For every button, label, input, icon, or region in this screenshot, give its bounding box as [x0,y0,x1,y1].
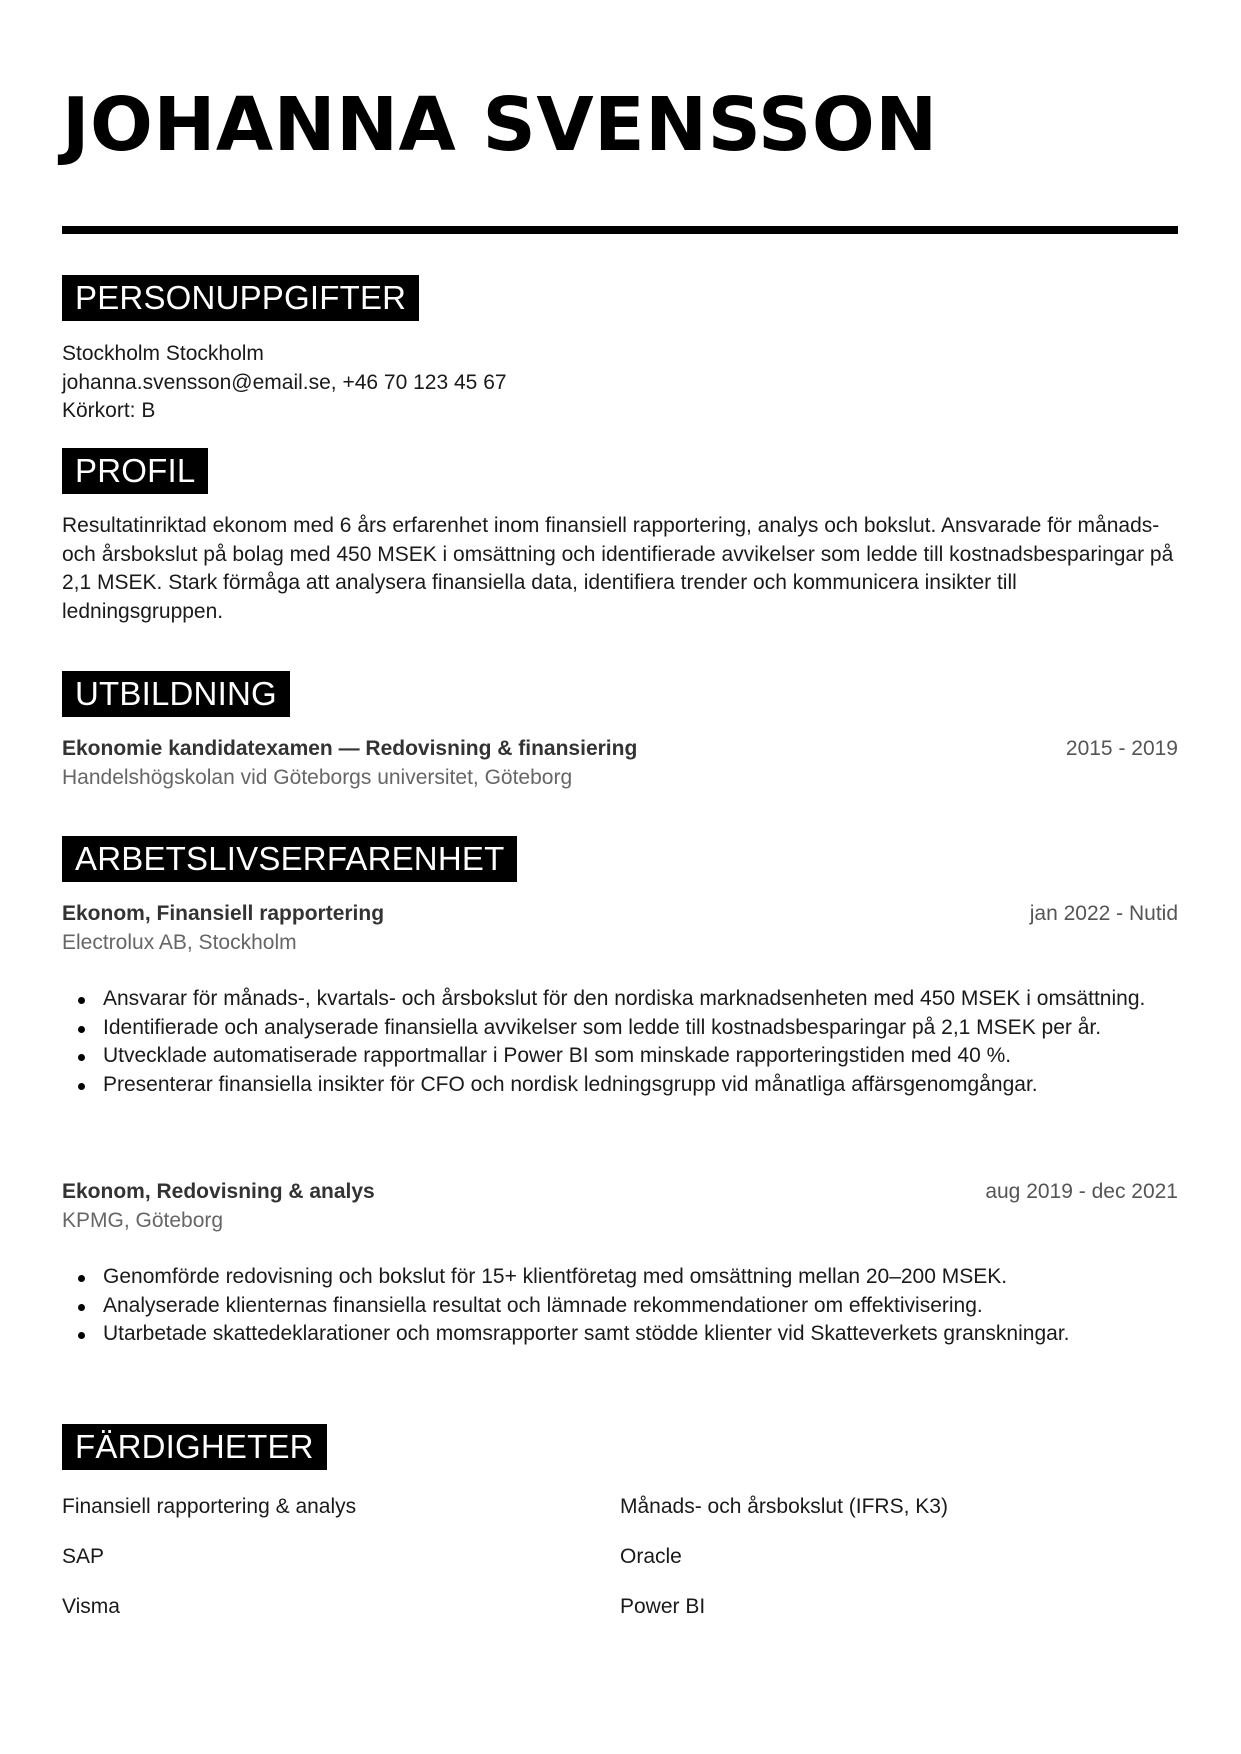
section-heading-education: UTBILDNING [62,671,290,717]
location-text: Stockholm Stockholm [62,342,264,365]
job-entry [62,900,1178,1099]
section-heading-personal: PERSONUPPGIFTER [62,275,419,321]
bullet-item: Utarbetade skattedeklarationer och momsrapporter samt stödde klienter vid Skatteverkets granskningar. [103,1320,1178,1349]
bullet-item: Ansvarar för månads-, kvartals- och årsbokslut för den nordiska marknadsenheten med 450 MSEK i omsättning. [103,985,1178,1014]
education-entry [62,735,1178,792]
school-name: Handelshögskolan vid Göteborgs universitet, Göteborg [62,765,573,789]
skill-item: Power BI [620,1595,706,1618]
job-dates: aug 2019 - dec 2021 [985,1180,1178,1203]
job-bullets [62,1263,1178,1349]
skills-grid [62,1493,1178,1643]
skill-item: Visma [62,1595,120,1618]
profile-text: Resultatinriktad ekonom med 6 års erfarenhet inom finansiell rapportering, analys och bokslut. Ansvarade för månads- och årsbokslut på bolag med 450 MSEK i omsättning och identifierade avvikelser som ledde till kostnadsbesparingar på 2,1 MSEK. Stark förmåga att analysera finansiella data, identifiera trender och kommunicera insikter till ledningsgruppen. [62,514,1174,623]
job-bullets [62,985,1178,1099]
bullet-item: Identifierade och analyserade finansiella avvikelser som ledde till kostnadsbesparingar på 2,1 MSEK per år. [103,1014,1178,1043]
job-title: Ekonom, Finansiell rapportering [62,902,385,925]
skill-item: Oracle [620,1545,682,1568]
job-company: KPMG, Göteborg [62,1208,224,1232]
degree-title: Ekonomie kandidatexamen — Redovisning & finansiering [62,737,638,760]
job-entry [62,1178,1178,1349]
skill-item: SAP [62,1545,105,1568]
job-company: Electrolux AB, Stockholm [62,930,297,954]
skill-item: Månads- och årsbokslut (IFRS, K3) [620,1495,948,1518]
section-heading-experience: ARBETSLIVSERFARENHET [62,836,517,882]
license-text: Körkort: B [62,399,156,422]
bullet-item: Utvecklade automatiserade rapportmallar i Power BI som minskade rapporteringstiden med 40 %. [103,1042,1178,1071]
education-dates: 2015 - 2019 [1065,737,1178,760]
job-title: Ekonom, Redovisning & analys [62,1180,375,1203]
bullet-item: Analyserade klienternas finansiella resultat och lämnade rekommendationer om effektivisering. [103,1292,1178,1321]
job-dates: jan 2022 - Nutid [1029,902,1178,925]
personal-details [62,340,1178,426]
candidate-name: JOHANNA SVENSSON [62,82,938,168]
contact-text: johanna.svensson@email.se, +46 70 123 45 67 [62,370,507,394]
header-divider [62,226,1178,234]
skill-item: Finansiell rapportering & analys [62,1495,357,1518]
section-heading-skills: FÄRDIGHETER [62,1424,327,1470]
section-heading-profile: PROFIL [62,448,208,494]
bullet-item: Presenterar finansiella insikter för CFO och nordisk ledningsgrupp vid månatliga affärsgenomgångar. [103,1071,1178,1100]
bullet-item: Genomförde redovisning och bokslut för 15+ klientföretag med omsättning mellan 20–200 MSEK. [103,1263,1178,1292]
